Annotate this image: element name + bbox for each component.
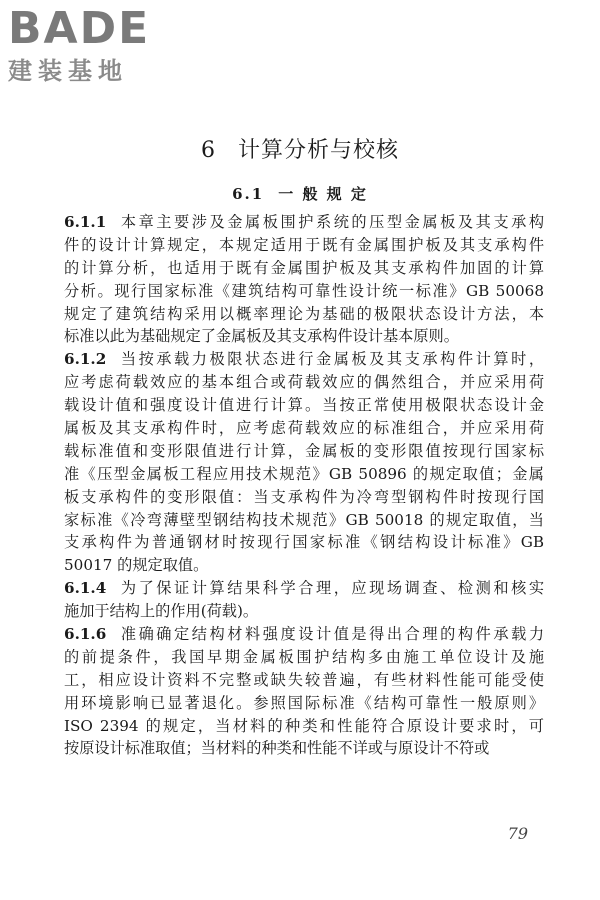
line-text: 应考虑荷载效应的基本组合或荷载效应的偶然组合，并应采用荷 [64, 373, 544, 392]
body-text [64, 211, 544, 760]
line-text: 支承构件为普通钢材时按现行国家标准《钢结构设计标准》GB [64, 533, 544, 552]
text-line [64, 280, 544, 303]
line-text: 分析。现行国家标准《建筑结构可靠性设计统一标准》GB 50068 [64, 281, 544, 300]
chapter-title [0, 133, 600, 164]
text-line [64, 440, 544, 463]
text-line [64, 669, 544, 692]
text-line [64, 257, 544, 280]
line-text: 的计算分析，也适用于既有金属围护板及其支承构件加固的计算 [64, 258, 544, 277]
text-line [64, 509, 544, 532]
line-text: 施加于结构上的作用(荷载)。 [64, 602, 259, 621]
section-title [0, 183, 600, 204]
line-text: 载设计值和强度设计值进行计算。当按正常使用极限状态设计金 [64, 396, 544, 415]
text-line [64, 715, 544, 738]
paragraph-6-1-6 [64, 623, 544, 760]
line-text: 标准以此为基础规定了金属板及其支承构件设计基本原则。 [64, 327, 459, 346]
chapter-number: 6 [200, 138, 216, 163]
line-text: 本章主要涉及金属板围护系统的压型金属板及其支承构 [118, 213, 544, 231]
line-text: 准《压型金属板工程应用技术规范》GB 50896 的规定取值；金属 [64, 464, 544, 483]
line-text: 按原设计标准取值；当材料的种类和性能不详或与原设计不符或 [64, 739, 490, 758]
line-text: 为了保证计算结果科学合理，应现场调查、检测和核实 [118, 579, 544, 598]
line-text: 准确确定结构材料强度设计值是得出合理的构件承载力 [118, 625, 544, 644]
text-line [64, 234, 544, 257]
logo-brand: BADE [8, 3, 151, 54]
paragraph-6-1-2 [64, 348, 544, 577]
line-text: 用环境影响已显著退化。参照国际标准《结构可靠性一般原则》 [64, 693, 544, 712]
text-line [64, 417, 544, 440]
text-line [64, 211, 544, 234]
text-line [64, 554, 544, 577]
clause-number: 6.1.4 [64, 579, 107, 598]
line-text: ISO 2394 的规定，当材料的种类和性能符合原设计要求时，可 [64, 716, 544, 735]
text-line [64, 692, 544, 715]
line-text: 的前提条件，我国早期金属板围护结构多由施工单位设计及施 [64, 647, 544, 666]
text-line [64, 394, 544, 417]
text-line [64, 486, 544, 509]
line-text: 家标准《冷弯薄壁型钢结构技术规范》GB 50018 的规定取值，当 [64, 510, 544, 529]
clause-number: 6.1.2 [64, 350, 107, 369]
text-line [64, 623, 544, 646]
line-text: 当按承载力极限状态进行金属板及其支承构件计算时， [118, 350, 544, 369]
text-line [64, 737, 544, 760]
clause-number: 6.1.6 [64, 625, 107, 644]
text-line [64, 646, 544, 669]
text-line [64, 303, 544, 326]
logo-subtitle: 建装基地 [8, 57, 128, 85]
line-text: 载标准值和变形限值进行计算，金属板的变形限值按现行国家标 [64, 441, 544, 460]
line-text: 属板及其支承构件时，应考虑荷载效应的标准组合，并应采用荷 [64, 419, 544, 438]
clause-number: 6.1.1 [64, 213, 107, 231]
line-text: 板支承构件的变形限值：当支承构件为冷弯型钢构件时按现行国 [64, 487, 544, 506]
section-title-text: 一 般 规 定 [278, 185, 368, 203]
line-text: 工，相应设计资料不完整或缺失较普遍，有些材料性能可能受使 [64, 670, 544, 689]
text-line [64, 531, 544, 554]
paragraph-6-1-1 [64, 211, 544, 348]
line-text: 规定了建筑结构采用以概率理论为基础的极限状态设计方法，本 [64, 304, 544, 323]
line-text: 件的设计计算规定，本规定适用于既有金属围护板及其支承构件 [64, 235, 544, 254]
text-line [64, 325, 544, 348]
logo [8, 3, 178, 86]
line-text: 50017 的规定取值。 [64, 556, 209, 575]
paragraph-6-1-4 [64, 577, 544, 623]
page-number: 79 [507, 824, 528, 843]
section-number: 6.1 [232, 185, 265, 203]
text-line [64, 600, 544, 623]
text-line [64, 463, 544, 486]
text-line [64, 577, 544, 600]
text-line [64, 371, 544, 394]
chapter-title-text: 计算分析与校核 [237, 138, 399, 163]
text-line [64, 348, 544, 371]
